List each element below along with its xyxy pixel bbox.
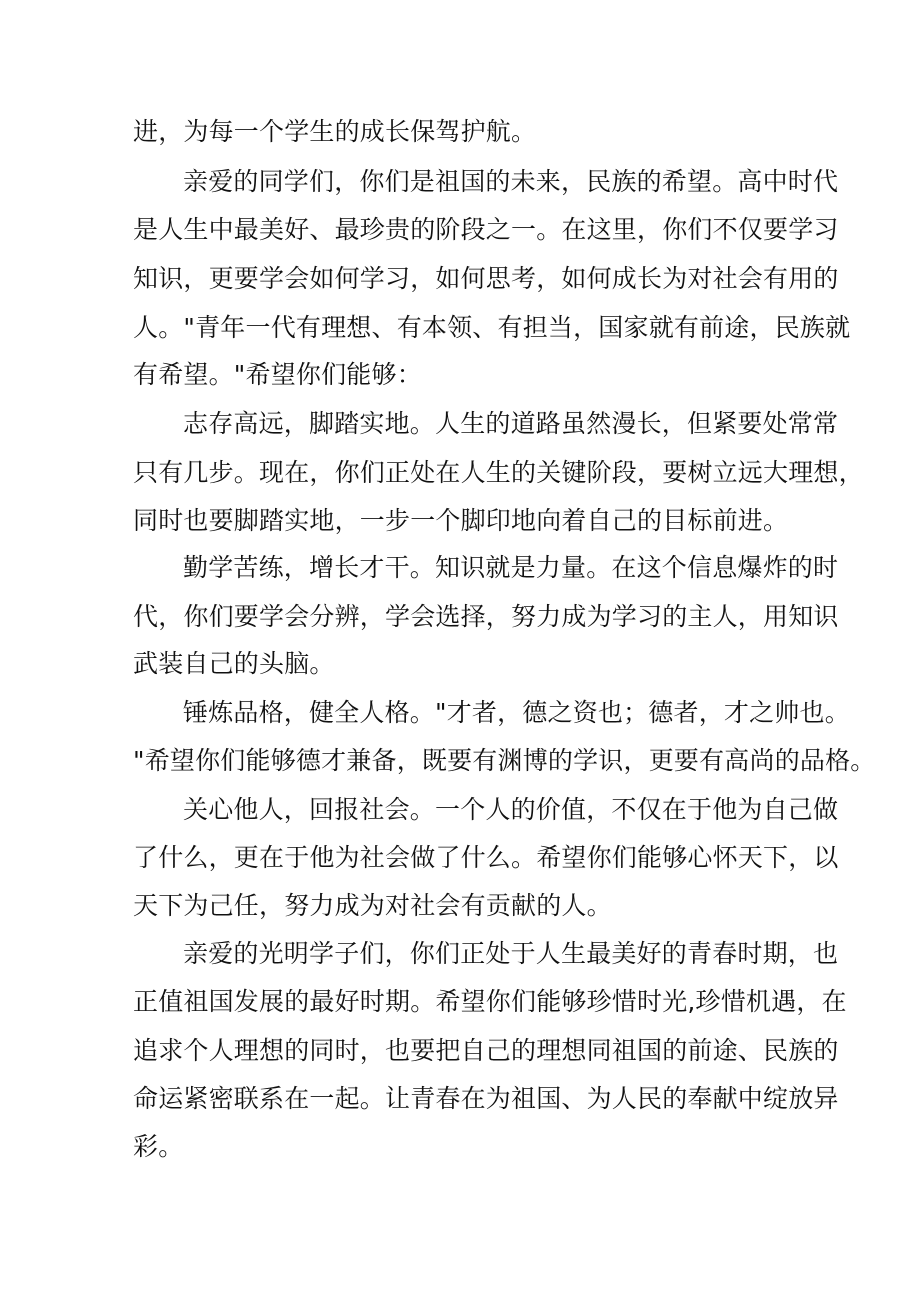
text-line: 锤炼品格，健全人格。"才者，德之资也；德者，才之帅也。	[183, 698, 850, 727]
text-line: 知识，更要学会如何学习，如何思考，如何成长为对社会有用的	[133, 264, 839, 293]
text-line: 有希望。"希望你们能够：	[133, 360, 422, 389]
text-line: 命运紧密联系在一起。让青春在为祖国、为人民的奉献中绽放异	[133, 1084, 839, 1113]
text-line: 是人生中最美好、最珍贵的阶段之一。在这里，你们不仅要学习	[133, 215, 839, 244]
text-line: 关心他人，回报社会。一个人的价值，不仅在于他为自己做	[183, 795, 839, 824]
text-line: 了什么，更在于他为社会做了什么。希望你们能够心怀天下，以	[133, 843, 839, 872]
text-line: 亲爱的同学们，你们是祖国的未来，民族的希望。高中时代	[183, 167, 839, 196]
text-line: 代，你们要学会分辨，学会选择，努力成为学习的主人，用知识	[133, 602, 839, 631]
text-line: 志存高远，脚踏实地。人生的道路虽然漫长，但紧要处常常	[183, 409, 839, 438]
text-line: 武装自己的头脑。	[133, 649, 335, 678]
text-line: 进，为每一个学生的成长保驾护航。	[133, 117, 537, 146]
text-line: 亲爱的光明学子们，你们正处于人生最美好的青春时期，也	[183, 939, 839, 968]
text-line: 人。"青年一代有理想、有本领、有担当，国家就有前途，民族就	[133, 313, 851, 342]
text-line: 追求个人理想的同时，也要把自己的理想同祖国的前途、民族的	[133, 1036, 839, 1065]
text-line: 彩。	[133, 1132, 184, 1161]
text-line: 勤学苦练，增长才干。知识就是力量。在这个信息爆炸的时	[183, 553, 839, 582]
text-line: 只有几步。现在，你们正处在人生的关键阶段，要树立远大理想，	[133, 458, 864, 487]
text-line: "希望你们能够德才兼备，既要有渊博的学识，更要有高尚的品格。	[133, 746, 876, 775]
text-line: 同时也要脚踏实地，一步一个脚印地向着自己的目标前进。	[133, 506, 789, 535]
text-line: 天下为己任，努力成为对社会有贡献的人。	[133, 891, 612, 920]
text-line: 正值祖国发展的最好时期。希望你们能够珍惜时光,珍惜机遇，在	[133, 987, 847, 1016]
